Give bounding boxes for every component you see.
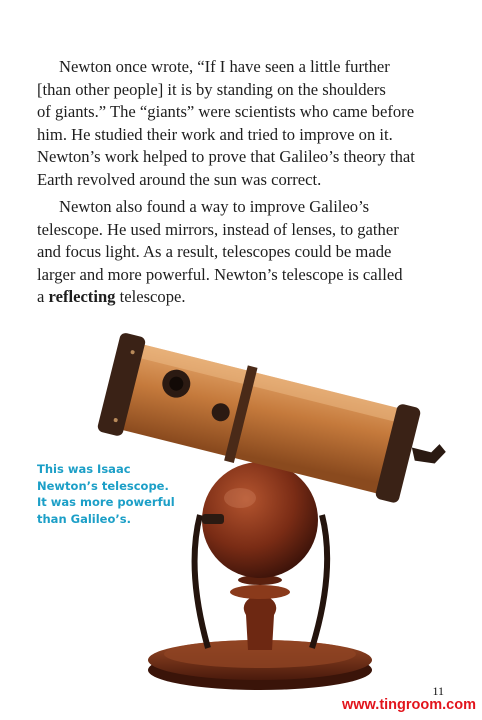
text-line: Newton once wrote, “If I have seen a little further [59, 57, 390, 76]
focus-knob [409, 438, 447, 468]
text-fragment: a [37, 287, 49, 307]
caption-line: It was more powerful [37, 495, 175, 510]
paragraph-newton-quote [37, 56, 455, 192]
text-line [37, 286, 455, 309]
text-line: Newton also found a way to improve Galileo’s [59, 197, 370, 216]
caption-line: This was Isaac [37, 462, 131, 476]
paragraph-reflecting-telescope [37, 196, 455, 309]
text-line: of giants.” The “giants” were scientists who came before [37, 102, 415, 122]
page-number: 11 [432, 684, 444, 698]
text-fragment: telescope. [115, 287, 186, 307]
text-line: Newton’s work helped to prove that Galileo’s theory that [37, 147, 415, 167]
text-line: larger and more powerful. Newton’s telescope is called [37, 264, 403, 284]
pedestal-collar [230, 585, 290, 599]
watermark-link[interactable]: www.tingroom.com [342, 697, 476, 713]
ball-highlight [224, 488, 256, 508]
caption-line: than Galileo’s. [37, 511, 131, 526]
caption-line: Newton’s telescope. [37, 478, 169, 493]
ball-clamp [202, 514, 224, 524]
text-line: and focus light. As a result, telescopes could be made [37, 242, 392, 262]
text-line: [than other people] it is by standing on the shoulders [37, 79, 386, 99]
text-line: him. He studied their work and tried to improve on it. [37, 124, 393, 144]
bold-term-reflecting: reflecting [48, 287, 116, 307]
text-line: telescope. He used mirrors, instead of lenses, to gather [37, 219, 399, 239]
pedestal-stem [244, 598, 277, 650]
text-line: Earth revolved around the sun was correct. [37, 169, 322, 189]
figure-caption [37, 461, 197, 527]
